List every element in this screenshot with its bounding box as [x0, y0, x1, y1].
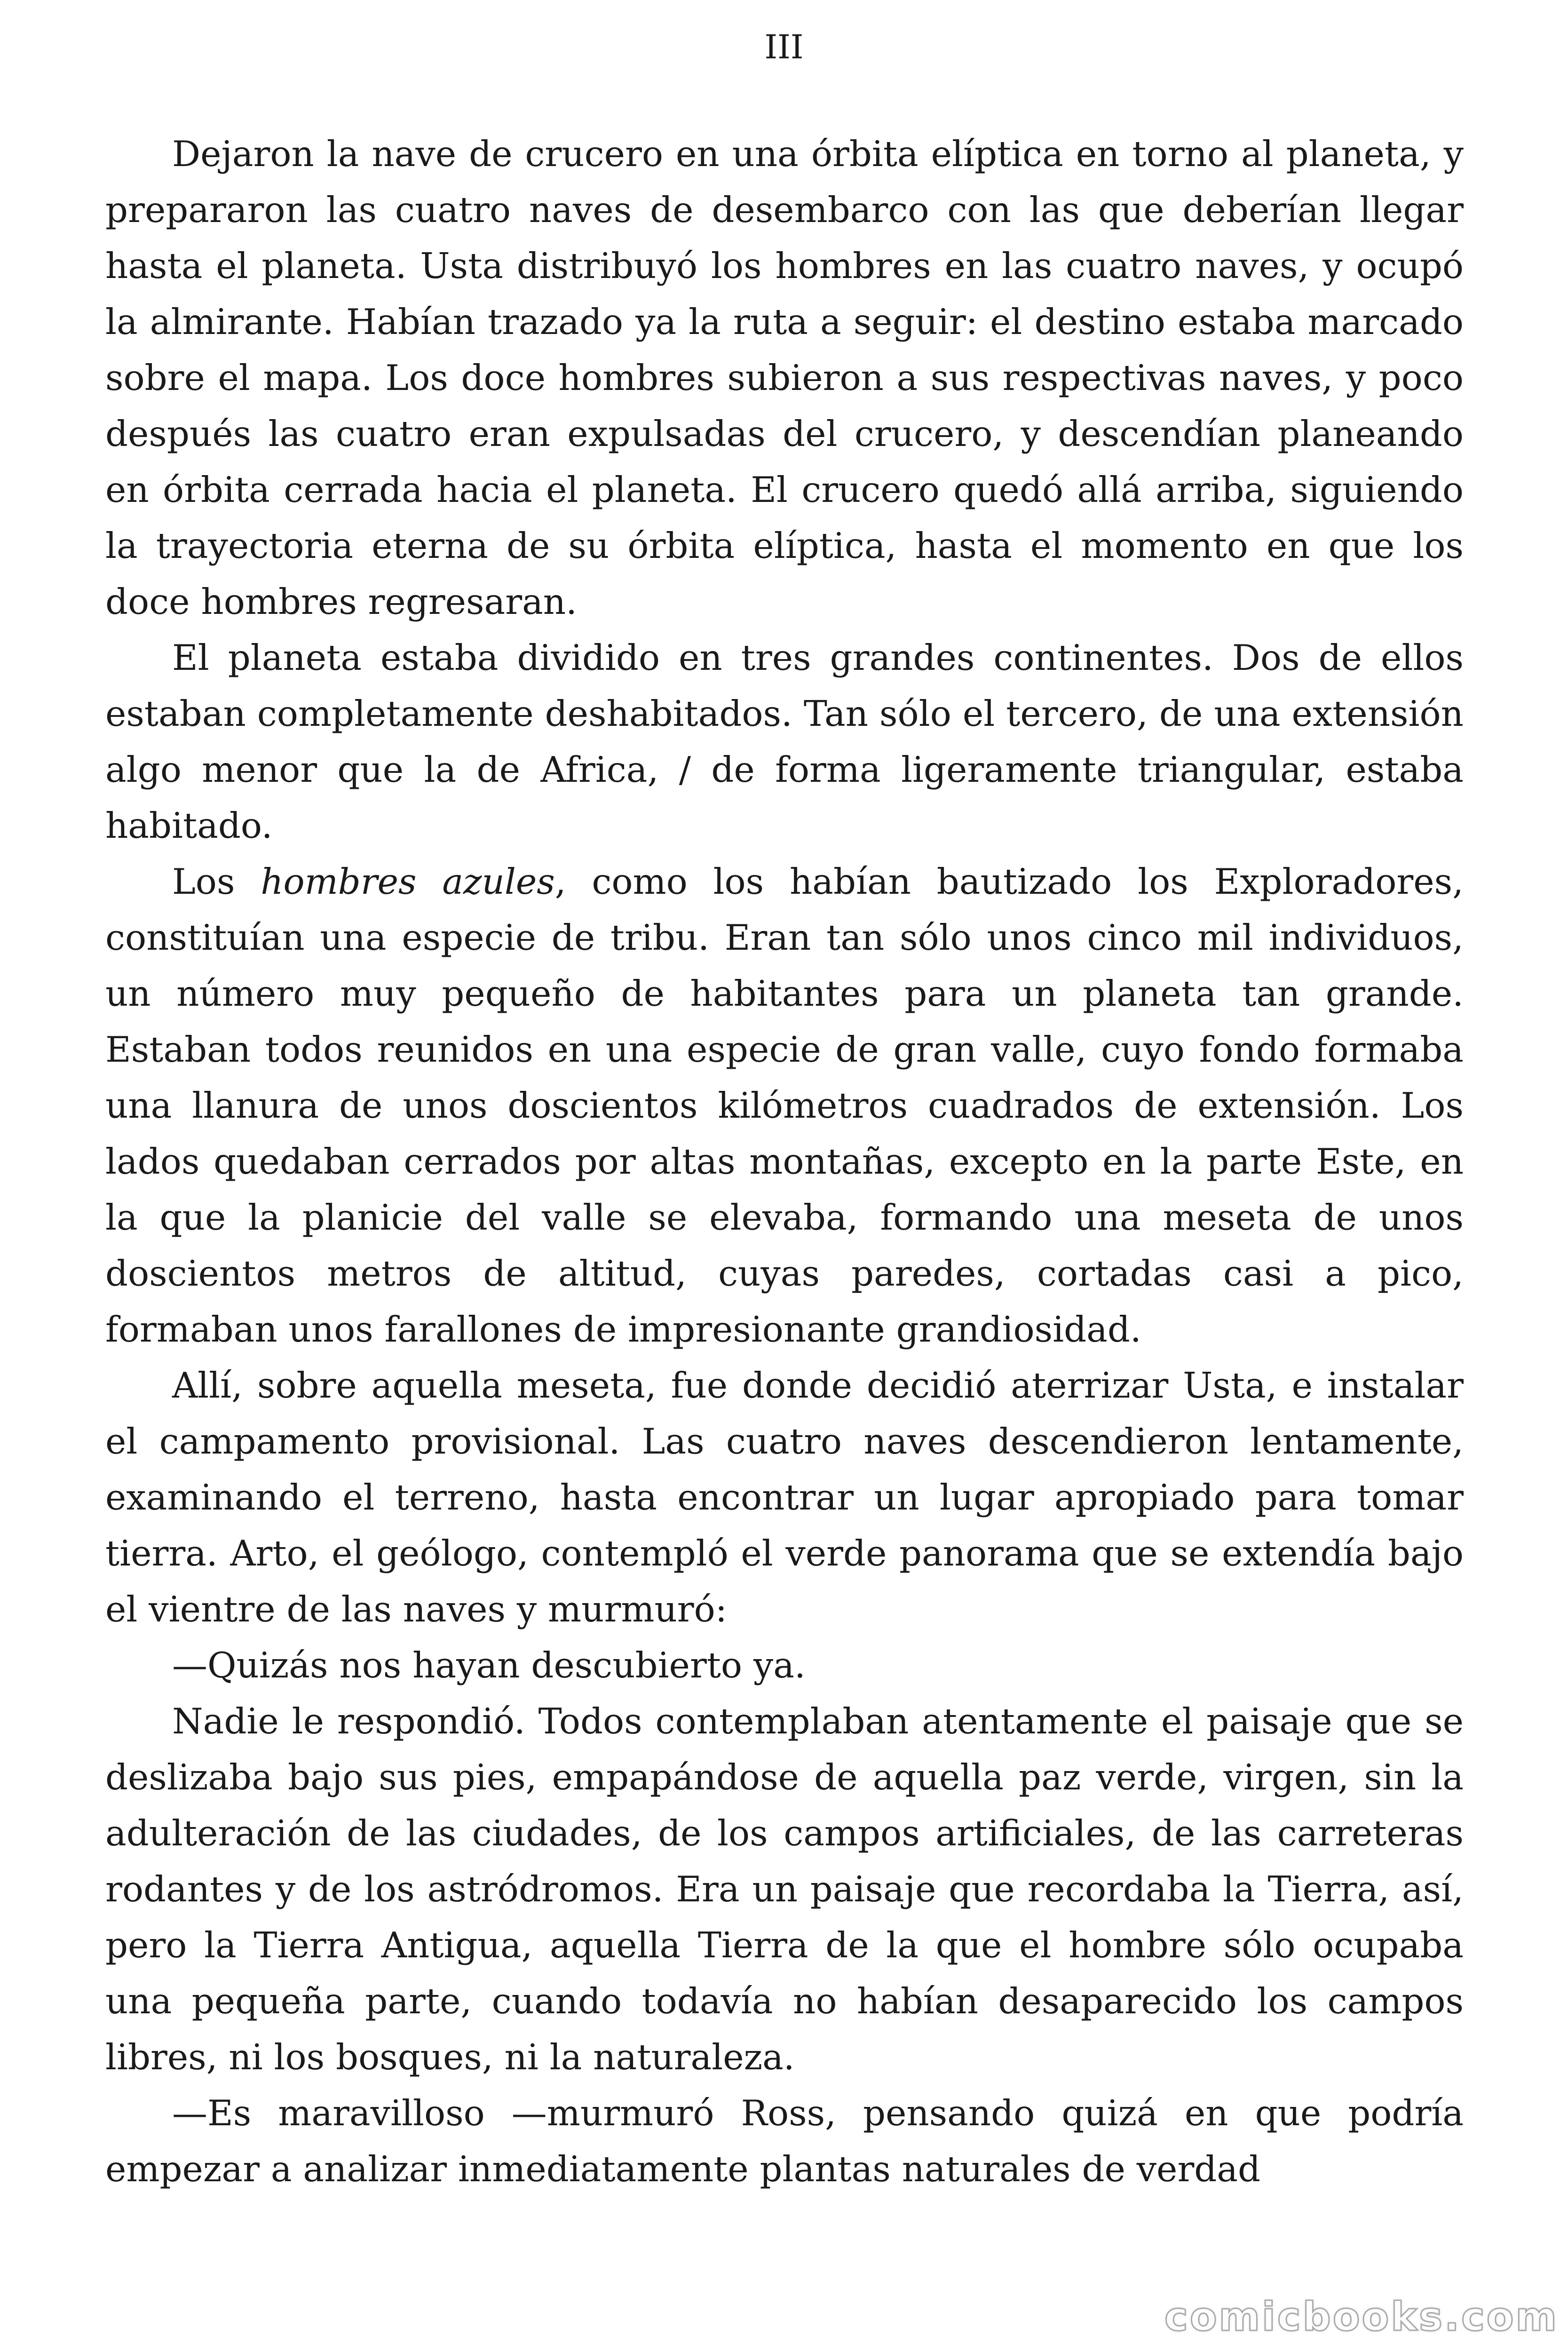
paragraph-5: Nadie le respondió. Todos contemplaban atentamente el paisaje que se deslizaba bajo sus pies, empapándose de aquella paz verde, virgen, sin la adulteración de las ciudades, de los campos artificiales, de las carreteras rodantes y de los astródromos. Era un paisaje que recordaba la Tierra, así, pero la Tierra Antigua, aquella Tierra de la que el hombre sólo ocupaba una pequeña parte, cuando todavía no habían desaparecido los campos libres, ni los bosques, ni la naturaleza. [105, 1700, 1464, 2078]
italic-phrase: hombres azules [261, 861, 555, 902]
page-body [105, 126, 1464, 2197]
dialogue-line-1: —Quizás nos hayan descubierto ya. [172, 1645, 806, 1686]
paragraph-3 [105, 854, 1464, 1358]
paragraph-3-lead: Los [172, 861, 261, 902]
watermark: comicbooks.com [1164, 2294, 1559, 2340]
chapter-heading: III [764, 28, 804, 66]
paragraph-2: El planeta estaba dividido en tres grandes continentes. Dos de ellos estaban completamente deshabitados. Tan sólo el tercero, de una extensión algo menor que la de Africa, / de forma ligeramente triangular, estaba habitado. [105, 637, 1464, 846]
paragraph-1: Dejaron la nave de crucero en una órbita elíptica en torno al planeta, y prepararon las cuatro naves de desembarco con las que deberían llegar hasta el planeta. Usta distribuyó los hombres en las cuatro naves, y ocupó la almirante. Habían trazado ya la ruta a seguir: el destino estaba marcado sobre el mapa. Los doce hombres subieron a sus respectivas naves, y poco después las cuatro eran expulsadas del crucero, y descendían planeando en órbita cerrada hacia el planeta. El crucero quedó allá arriba, siguiendo la trayectoria eterna de su órbita elíptica, hasta el momento en que los doce hombres regresaran. [105, 133, 1464, 622]
paragraph-4: Allí, sobre aquella meseta, fue donde decidió aterrizar Usta, e instalar el campamento provisional. Las cuatro naves descendieron lentamente, examinando el terreno, hasta encontrar un lugar apropiado para tomar tierra. Arto, el geólogo, contempló el verde panorama que se extendía bajo el vientre de las naves y murmuró: [105, 1365, 1464, 1630]
paragraph-3-rest: , como los habían bautizado los Exploradores, constituían una especie de tribu. Eran tan sólo unos cinco mil individuos, un número muy pequeño de habitantes para un planeta tan grande. Estaban todos reunidos en una especie de gran valle, cuyo fondo formaba una llanura de unos doscientos kilómetros cuadrados de extensión. Los lados quedaban cerrados por altas montañas, excepto en la parte Este, en la que la planicie del valle se elevaba, formando una meseta de unos doscientos metros de altitud, cuyas paredes, cortadas casi a pico, formaban unos farallones de impresionante grandiosidad. [105, 861, 1464, 1350]
dialogue-line-2: —Es maravilloso —murmuró Ross, pensando quizá en que podría empezar a analizar inmediatamente plantas naturales de verdad [105, 2092, 1464, 2190]
